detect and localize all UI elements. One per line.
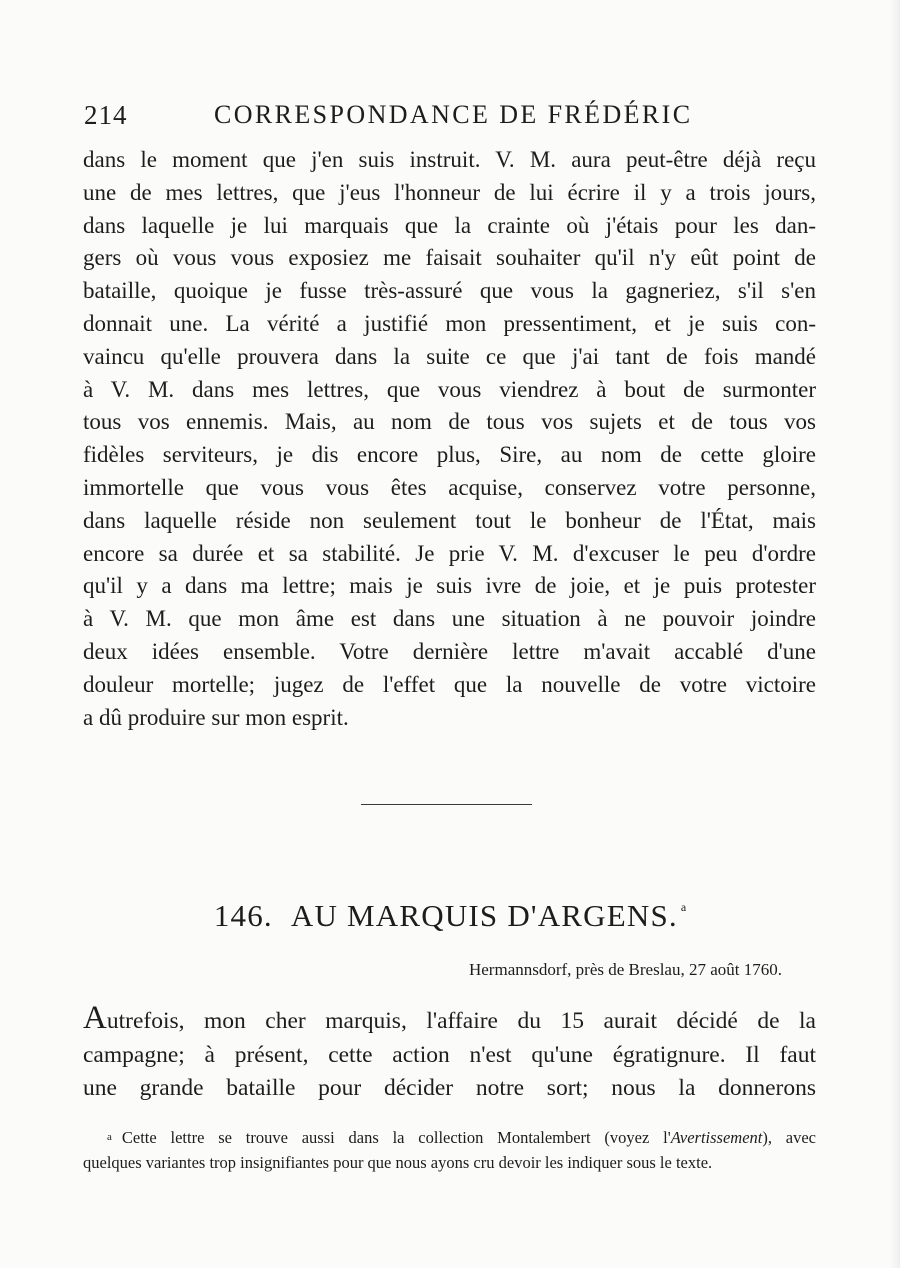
text-line: encore sa durée et sa stabilité. Je prie V. M. d'excuser le peu d'ordre bbox=[83, 540, 816, 566]
page-number: 214 bbox=[84, 100, 128, 130]
text-line: fidèles serviteurs, je dis encore plus, Sire, au nom de cette gloire bbox=[83, 442, 816, 468]
text-line: a dû produire sur mon esprit. bbox=[83, 704, 349, 730]
text-line: dans laquelle je lui marquais que la crainte où j'étais pour les dan- bbox=[83, 212, 816, 238]
text-line: dans le moment que j'en suis instruit. V. M. aura peut-être déjà reçu bbox=[83, 147, 816, 172]
dateline: Hermannsdorf, près de Breslau, 27 août 1760. bbox=[468, 960, 782, 979]
footnote bbox=[83, 1125, 816, 1175]
page-edge-shadow bbox=[890, 0, 900, 1268]
text-line: tous vos ennemis. Mais, au nom de tous vos sujets et de tous vos bbox=[83, 409, 816, 435]
text-line: à V. M. dans mes lettres, que vous viendrez à bout de surmonter bbox=[83, 376, 816, 402]
text-line: douleur mortelle; jugez de l'effet que la nouvelle de votre victoire bbox=[83, 671, 816, 697]
text-line: une grande bataille pour décider notre sort; nous la donnerons bbox=[83, 1075, 816, 1101]
initial-letter: A bbox=[83, 1000, 107, 1036]
section-divider bbox=[361, 804, 532, 805]
text-line: vaincu qu'elle prouvera dans la suite ce que j'ai tant de fois mandé bbox=[83, 343, 816, 369]
text-line: dans laquelle réside non seulement tout le bonheur de l'État, mais bbox=[83, 507, 816, 533]
letter-number: 146. bbox=[213, 898, 273, 933]
footnote-text: Cette lettre se trouve aussi dans la collection Montalembert (voyez l' bbox=[121, 1128, 671, 1147]
text-line bbox=[83, 1000, 816, 1039]
letter-title: AU MARQUIS D'ARGENS. bbox=[290, 898, 678, 933]
running-head: CORRESPONDANCE DE FRÉDÉRIC bbox=[214, 100, 693, 129]
footnote-line bbox=[83, 1125, 816, 1150]
first-line-text: utrefois, mon cher marquis, l'affaire du 15 aurait décidé de la bbox=[106, 1008, 816, 1034]
continuation-text bbox=[83, 144, 816, 734]
footnote-italic: Avertissement bbox=[670, 1128, 763, 1147]
letter-heading bbox=[0, 898, 900, 934]
text-line: à V. M. que mon âme est dans une situation à ne pouvoir joindre bbox=[83, 606, 816, 632]
text-line: qu'il y a dans ma lettre; mais je suis ivre de joie, et je puis protester bbox=[83, 573, 816, 599]
footnote-reference: a bbox=[680, 900, 687, 914]
text-line: campagne; à présent, cette action n'est qu'une égratignure. Il faut bbox=[83, 1041, 816, 1068]
letter-body bbox=[83, 1000, 816, 1106]
text-line: bataille, quoique je fusse très-assuré que vous la gagneriez, s'il s'en bbox=[83, 278, 816, 304]
text-line: deux idées ensemble. Votre dernière lettre m'avait accablé d'une bbox=[83, 638, 816, 664]
text-line: immortelle que vous vous êtes acquise, conservez votre personne, bbox=[83, 474, 816, 500]
text-line: donnait une. La vérité a justifié mon pressentiment, et je suis con- bbox=[83, 310, 816, 336]
text-line: une de mes lettres, que j'eus l'honneur de lui écrire il y a trois jours, bbox=[83, 179, 816, 205]
text-line: gers où vous vous exposiez me faisait souhaiter qu'il n'y eût point de bbox=[83, 245, 816, 271]
footnote-mark: a bbox=[107, 1131, 112, 1143]
footnote-text: ), avec bbox=[762, 1128, 817, 1147]
footnote-line: quelques variantes trop insignifiantes pour que nous ayons cru devoir les indiquer sous le texte. bbox=[83, 1153, 713, 1172]
